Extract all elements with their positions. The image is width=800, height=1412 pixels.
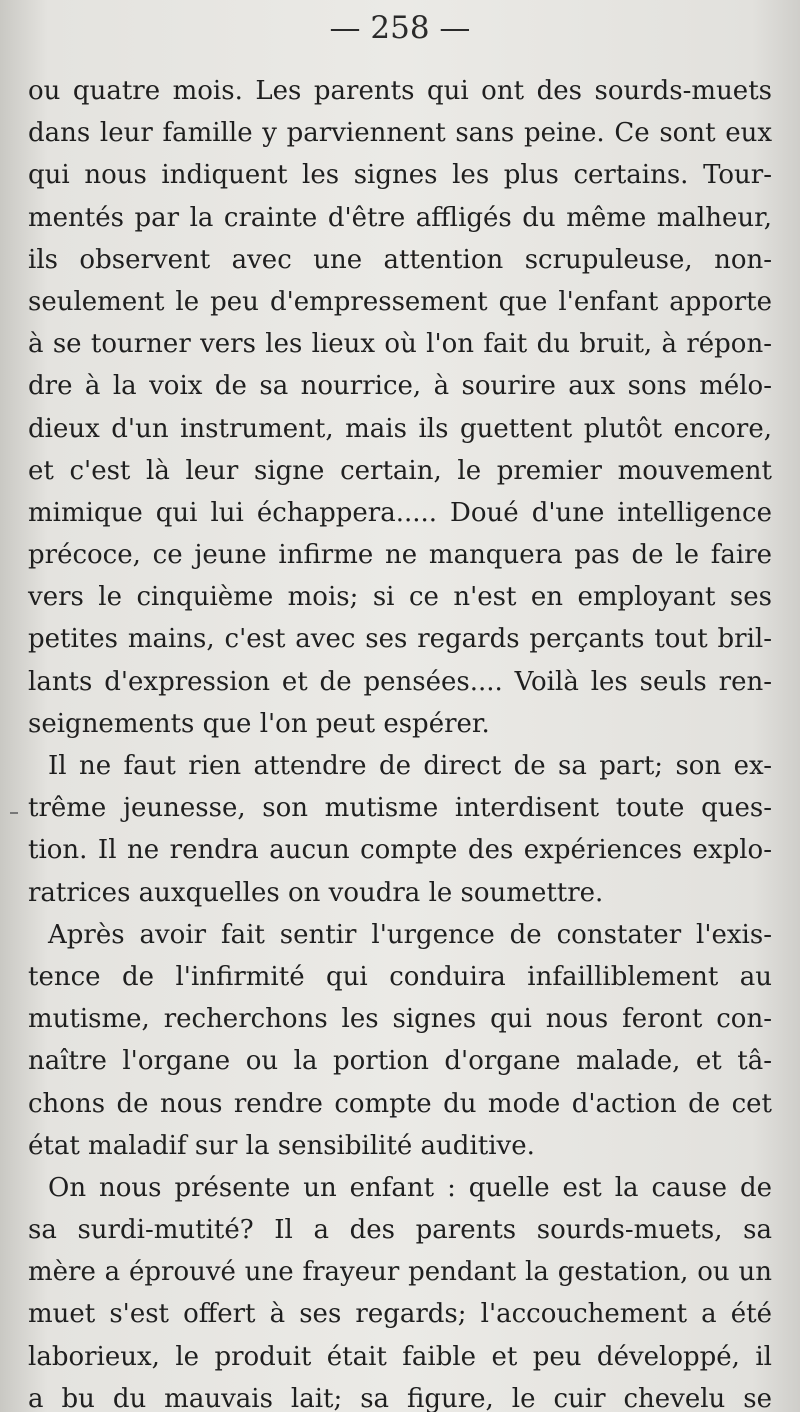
margin-mark <box>10 812 18 814</box>
text-line: seulement le peu d'empressement que l'enfant apporte <box>28 286 772 317</box>
text-line: sa surdi-mutité? Il a des parents sourds-muets, sa <box>28 1215 772 1246</box>
text-line: tence de l'infirmité qui conduira infailliblement au <box>28 961 772 992</box>
text-line: Après avoir fait sentir l'urgence de constater l'exis- <box>48 919 772 950</box>
text-line: ou quatre mois. Les parents qui ont des sourds-muets <box>28 76 772 106</box>
text-line: ils observent avec une attention scrupuleuse, non- <box>28 244 772 275</box>
text-line: qui nous indiquent les signes les plus certains. Tour- <box>28 160 772 191</box>
paragraph-2 <box>28 745 772 914</box>
body-text <box>28 70 772 1412</box>
text-line: seignements que l'on peut espérer. <box>28 708 490 739</box>
text-line: à se tourner vers les lieux où l'on fait du bruit, à répon- <box>28 329 772 360</box>
text-line: muet s'est offert à ses regards; l'accouchement a été <box>28 1299 772 1330</box>
text-line: mimique qui lui échappera..... Doué d'une intelligence <box>28 497 772 528</box>
text-line: trême jeunesse, son mutisme interdisent toute ques- <box>28 793 772 824</box>
text-line: On nous présente un enfant : quelle est la cause de <box>48 1172 772 1203</box>
text-line: tion. Il ne rendra aucun compte des expériences explo- <box>28 835 772 866</box>
text-line: chons de nous rendre compte du mode d'action de cet <box>28 1088 772 1119</box>
text-line: a bu du mauvais lait; sa figure, le cuir chevelu se <box>28 1383 772 1412</box>
text-line: vers le cinquième mois; si ce n'est en employant ses <box>28 582 772 613</box>
paragraph-1 <box>28 70 772 745</box>
text-line: mutisme, recherchons les signes qui nous feront con- <box>28 1004 772 1035</box>
text-line: et c'est là leur signe certain, le premier mouvement <box>28 455 772 486</box>
paragraph-3 <box>28 914 772 1167</box>
text-line: dans leur famille y parviennent sans peine. Ce sont eux <box>28 118 772 149</box>
text-line: Il ne faut rien attendre de direct de sa part; son ex- <box>48 751 772 781</box>
text-line: petites mains, c'est avec ses regards perçants tout bril- <box>28 624 772 655</box>
text-line: état maladif sur la sensibilité auditive. <box>28 1130 535 1161</box>
text-line: précoce, ce jeune infirme ne manquera pas de le faire <box>28 540 772 571</box>
page-number: — 258 — <box>329 10 471 46</box>
text-line: naître l'organe ou la portion d'organe malade, et tâ- <box>28 1046 772 1077</box>
text-line: mère a éprouvé une frayeur pendant la gestation, ou un <box>28 1257 772 1288</box>
text-line: mentés par la crainte d'être affligés du même malheur, <box>28 202 772 233</box>
text-line: dieux d'un instrument, mais ils guettent plutôt encore, <box>28 413 772 444</box>
text-line: ratrices auxquelles on voudra le soumettre. <box>28 877 604 908</box>
text-line: dre à la voix de sa nourrice, à sourire aux sons mélo- <box>28 371 772 402</box>
paragraph-4 <box>28 1167 772 1412</box>
text-line: lants d'expression et de pensées.... Voilà les seuls ren- <box>28 666 772 697</box>
text-line: laborieux, le produit était faible et peu développé, il <box>28 1341 772 1372</box>
